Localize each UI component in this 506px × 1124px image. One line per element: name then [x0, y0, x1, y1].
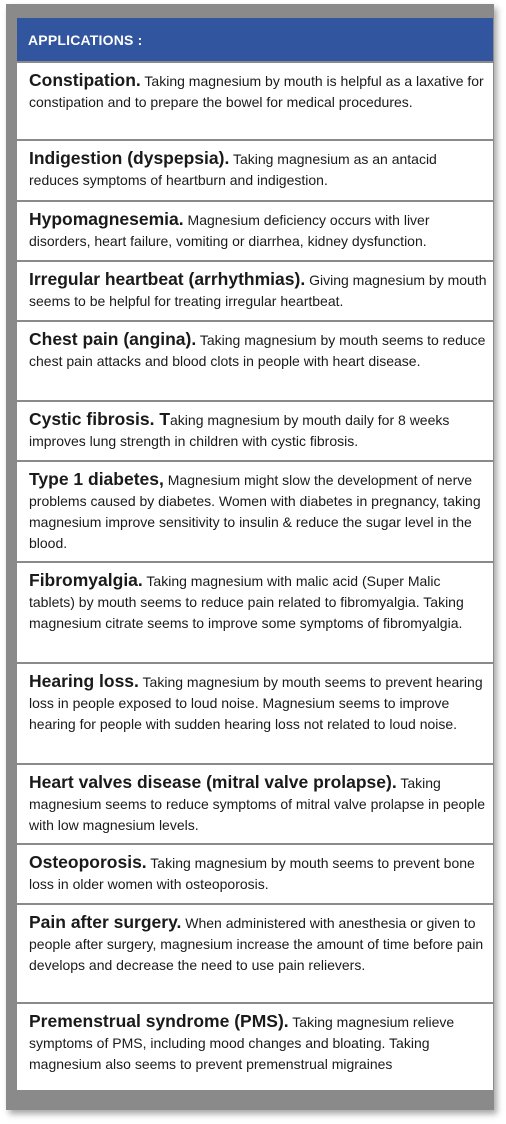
- row-text: aking magnesium by mouth daily for 8 weeks improves lung strength in children with cystic fibrosis.: [29, 412, 450, 449]
- row-term: Premenstrual syndrome (PMS).: [29, 1011, 289, 1031]
- table-header: APPLICATIONS :: [17, 18, 493, 61]
- row-term: Fibromyalgia.: [29, 570, 143, 590]
- table-row: [17, 141, 493, 200]
- table-row: [17, 322, 493, 400]
- table-row: [17, 262, 493, 320]
- row-text: Magnesium deficiency occurs with liver disorders, heart failure, vomiting or diarrhea, kidney dysfunction.: [29, 212, 430, 249]
- row-text: Taking magnesium by mouth seems to reduce chest pain attacks and blood clots in people with heart disease.: [29, 332, 486, 369]
- applications-table: [17, 18, 493, 1090]
- row-term: Hypomagnesemia.: [29, 209, 184, 229]
- row-term: Constipation.: [29, 70, 141, 90]
- row-text: Taking magnesium as an antacid reduces symptoms of heartburn and indigestion.: [29, 151, 437, 188]
- row-text: When administered with anesthesia or given to people after surgery, magnesium increase the amount of time before pain develops and decrease the need to use pain relievers.: [29, 915, 484, 973]
- row-text: Taking magnesium by mouth seems to prevent hearing loss in people exposed to loud noise. Magnesium seems to improve hearing for people with sudden hearing loss not related to loud noise.: [29, 674, 483, 732]
- table-row: [17, 664, 493, 763]
- row-text: Taking magnesium seems to reduce symptoms of mitral valve prolapse in people with low magnesium levels.: [29, 775, 485, 833]
- row-term: Chest pain (angina).: [29, 329, 197, 349]
- row-term: Indigestion (dyspepsia).: [29, 148, 230, 168]
- row-text: Taking magnesium with malic acid (Super Malic tablets) by mouth seems to reduce pain related to fibromyalgia. Taking magnesium citrate seems to improve some symptoms of fibromyalgia.: [29, 573, 464, 631]
- row-term: Hearing loss.: [29, 671, 139, 691]
- table-row: [17, 462, 493, 561]
- row-text: Taking magnesium by mouth seems to prevent bone loss in older women with osteoporosis.: [29, 855, 475, 892]
- table-row: [17, 202, 493, 260]
- table-row: [17, 905, 493, 1002]
- row-term: Heart valves disease (mitral valve prolapse).: [29, 772, 397, 792]
- row-text: Giving magnesium by mouth seems to be helpful for treating irregular heartbeat.: [29, 272, 487, 309]
- row-term: Irregular heartbeat (arrhythmias).: [29, 269, 306, 289]
- row-term: Pain after surgery.: [29, 912, 182, 932]
- row-term: Osteoporosis.: [29, 852, 147, 872]
- row-term: Cystic fibrosis. T: [29, 409, 171, 429]
- row-text: Magnesium might slow the development of nerve problems caused by diabetes. Women with diabetes in pregnancy, taking magnesium improve sensitivity to insulin & reduce the sugar level in the blood.: [29, 472, 481, 551]
- table-row: [17, 63, 493, 139]
- table-row: [17, 563, 493, 662]
- table-row: [17, 765, 493, 843]
- row-text: Taking magnesium by mouth is helpful as a laxative for constipation and to prepare the bowel for medical procedures.: [29, 73, 484, 110]
- table-row: [17, 845, 493, 903]
- row-text: Taking magnesium relieve symptoms of PMS, including mood changes and bloating. Taking magnesium also seems to prevent premenstrual migraines: [29, 1014, 455, 1072]
- table-row: [17, 1004, 493, 1090]
- row-term: Type 1 diabetes,: [29, 469, 164, 489]
- table-row: [17, 402, 493, 460]
